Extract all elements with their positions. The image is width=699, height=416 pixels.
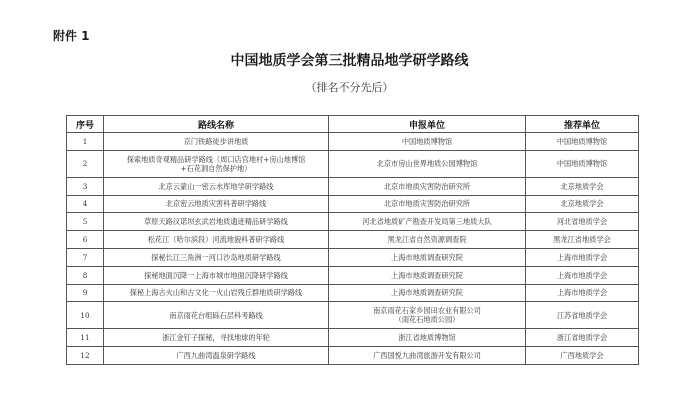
- table-row: [67, 347, 639, 365]
- table-row: [67, 302, 639, 329]
- cell-recommender: 上海市地质学会: [526, 284, 639, 302]
- header-recommender: 推荐单位: [526, 116, 639, 133]
- cell-route-name: 探秘上海古火山和古文化一火山岩残丘群地质研学路线: [104, 284, 329, 302]
- cell-route-name: 探秘地面沉降一上海市城市地面沉降研学路线: [104, 266, 329, 284]
- cell-route-name: 南京雨花台组砾石层科考路线: [104, 302, 329, 329]
- cell-applicant: 河北省地质矿产勘查开发局第三地质大队: [329, 213, 526, 231]
- cell-no: 7: [67, 248, 104, 266]
- attachment-label: 附件 1: [53, 29, 90, 43]
- page-subtitle: （排名不分先后）: [305, 81, 394, 94]
- page-title: 中国地质学会第三批精品地学研学路线: [230, 53, 469, 69]
- cell-no: 9: [67, 284, 104, 302]
- cell-no: 6: [67, 231, 104, 249]
- cell-recommender: 江苏省地质学会: [526, 302, 639, 329]
- cell-recommender: 上海市地质学会: [526, 248, 639, 266]
- cell-no: 2: [67, 150, 104, 177]
- header-no: 序号: [67, 116, 104, 133]
- cell-route-name: 广西九曲湾温泉研学路线: [104, 347, 329, 365]
- cell-applicant: 中国地质博物馆: [329, 133, 526, 151]
- cell-no: 5: [67, 213, 104, 231]
- cell-recommender: 北京地质学会: [526, 177, 639, 195]
- cell-applicant: 上海市地质调查研究院: [329, 248, 526, 266]
- cell-route-name: 探秘长江三角洲一河口沙岛地质研学路线: [104, 248, 329, 266]
- table-row: [67, 195, 639, 213]
- cell-applicant-line: 南京雨花石家乡园田农业有限公司: [373, 306, 481, 316]
- cell-no: 8: [67, 266, 104, 284]
- table-row: [67, 248, 639, 266]
- cell-route-name: 北京密云地质灾害科普研学路线: [104, 195, 329, 213]
- cell-applicant: 黑龙江省自然资源调查院: [329, 231, 526, 249]
- table-row: [67, 231, 639, 249]
- cell-route-name-line: +石花洞自然保护地）: [180, 163, 252, 173]
- cell-no: 10: [67, 302, 104, 329]
- table-row: [67, 133, 639, 151]
- cell-route-name: 浙江金钉子探秘，寻找地球的年轮: [104, 329, 329, 347]
- cell-route-name: 松花江（哈尔滨段）河流地貌科普研学路线: [104, 231, 329, 249]
- table-header-row: [67, 116, 639, 133]
- cell-applicant: [329, 302, 526, 329]
- table-row: [67, 213, 639, 231]
- cell-no: 3: [67, 177, 104, 195]
- cell-route-name: [104, 150, 329, 177]
- cell-recommender: 广西地质学会: [526, 347, 639, 365]
- table-row: [67, 284, 639, 302]
- cell-applicant-line: （雨花石地质公园）: [394, 315, 460, 325]
- table-row: [67, 177, 639, 195]
- cell-route-name: 北京云蒙山一密云水库地学研学路线: [104, 177, 329, 195]
- table-row: [67, 329, 639, 347]
- cell-recommender: 北京地质学会: [526, 195, 639, 213]
- header-applicant: 申报单位: [329, 116, 526, 133]
- cell-recommender: 上海市地质学会: [526, 266, 639, 284]
- cell-route-name: 草原天路汉诺坝玄武岩地质遗迹精品研学路线: [104, 213, 329, 231]
- cell-recommender: 浙江省地质学会: [526, 329, 639, 347]
- route-table: [66, 115, 639, 365]
- cell-applicant: 上海市地质调查研究院: [329, 284, 526, 302]
- cell-route-name-line: 探索地质奇观精品研学路线（周口店官地村+房山地博馆: [126, 154, 306, 164]
- cell-recommender: 黑龙江省地质学会: [526, 231, 639, 249]
- cell-applicant: 上海市地质调查研究院: [329, 266, 526, 284]
- header-route-name: 路线名称: [104, 116, 329, 133]
- cell-recommender: 河北省地质学会: [526, 213, 639, 231]
- table-row: [67, 266, 639, 284]
- cell-recommender: 中国地质博物馆: [526, 150, 639, 177]
- cell-route-name: 京门铁路徒步讲地质: [104, 133, 329, 151]
- cell-no: 12: [67, 347, 104, 365]
- cell-applicant: 北京市房山世界地质公园博物馆: [329, 150, 526, 177]
- cell-no: 1: [67, 133, 104, 151]
- table-row: [67, 150, 639, 177]
- cell-applicant: 北京市地质灾害防治研究所: [329, 195, 526, 213]
- cell-no: 11: [67, 329, 104, 347]
- cell-recommender: 中国地质博物馆: [526, 133, 639, 151]
- cell-applicant: 广西国悦九曲湾旅游开发有限公司: [329, 347, 526, 365]
- cell-applicant: 浙江省地质博物馆: [329, 329, 526, 347]
- cell-no: 4: [67, 195, 104, 213]
- cell-applicant: 北京市地质灾害防治研究所: [329, 177, 526, 195]
